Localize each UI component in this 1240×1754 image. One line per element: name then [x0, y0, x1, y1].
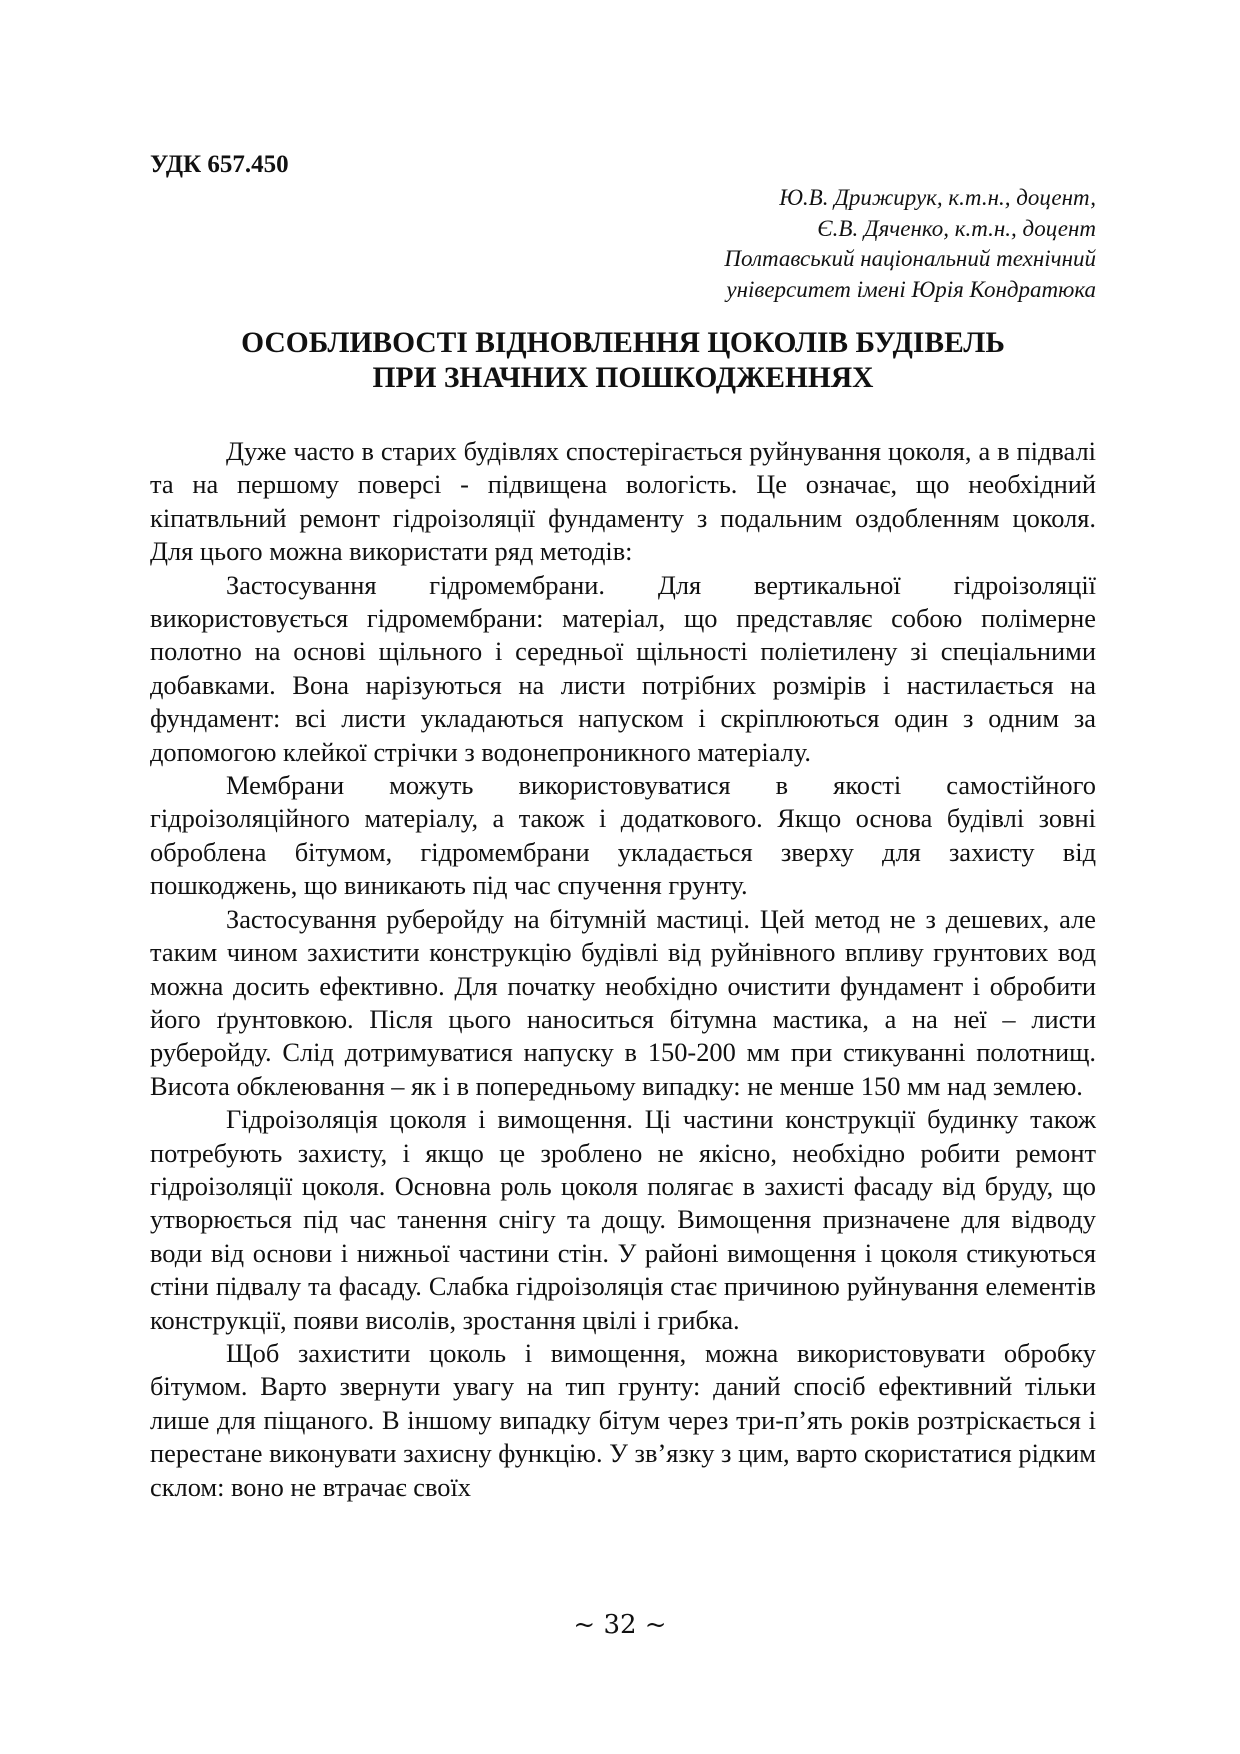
paragraph: Застосування руберойду на бітумній мастиці. Цей метод не з дешевих, але таким чином захистити конструкцію будівлі від руйнівного впливу грунтових вод можна досить ефективно. Для початку необхідно очистити фундамент і обробити його ґрунтовкою. Після цього наноситься бітумна мастика, а на неї – листи руберойду. Слід дотримуватися напуску в 150-200 мм при стикуванні полотнищ. Висота обклеювання – як і в попередньому випадку: не менше 150 мм над землею.: [150, 903, 1096, 1101]
paragraph: Дуже часто в старих будівлях спостерігається руйнування цоколя, а в підвалі та на першому поверсі - підвищена вологість. Це означає, що необхідний кіпатвльний ремонт гідроізоляції фундаменту з подальним оздобленням цоколя. Для цього можна використати ряд методів:: [150, 436, 1096, 567]
title-line: ПРИ ЗНАЧНИХ ПОШКОДЖЕННЯХ: [372, 362, 874, 394]
article-title: [150, 326, 1096, 396]
page-number: ~ 32 ~: [573, 1610, 667, 1640]
paragraph: Застосування гідромембрани. Для вертикальної гідроізоляції використовується гідромембрани: матеріал, що представляє собою полімерне полотно на основі щільного і середньої щільності поліетилену зі спеціальними добавками. Вона нарізуються на листи потрібних розмірів і настилається на фундамент: всі листи укладаються напуском і скріплюються один з одним за допомогою клейкої стрічки з водонепроникного матеріалу.: [150, 569, 1096, 767]
author-block: [536, 183, 1096, 305]
udk-code: УДК 657.450: [150, 151, 289, 178]
author-line: Ю.В. Дрижирук, к.т.н., доцент,: [779, 185, 1096, 210]
author-line: Є.В. Дяченко, к.т.н., доцент: [817, 215, 1096, 241]
affiliation-line: Полтавський національний технічний: [724, 246, 1096, 271]
affiliation-line: університет імені Юрія Кондратюка: [726, 276, 1096, 302]
paragraph: Мембрани можуть використовуватися в якості самостійного гідроізоляційного матеріалу, а також і додаткового. Якщо основа будівлі зовні оброблена бітумом, гідромембрани укладається зверху для захисту від пошкоджень, що виникають під час спучення грунту.: [150, 770, 1096, 901]
paragraph: Гідроізоляція цоколя і вимощення. Ці частини конструкції будинку також потребують захисту, і якщо це зроблено не якісно, необхідно робити ремонт гідроізоляції цоколя. Основна роль цоколя полягає в захисті фасаду від бруду, що утворюється під час танення снігу та дощу. Вимощення призначене для відводу води від основи і нижньої частини стін. У районі вимощення і цоколя стикуються стіни підвалу та фасаду. Слабка гідроізоляція стає причиною руйнування елементів конструкції, появи висолів, зростання цвілі і грибка.: [150, 1104, 1096, 1335]
article-body: [150, 435, 1096, 1504]
paragraph: Щоб захистити цоколь і вимощення, можна використовувати обробку бітумом. Варто звернути увагу на тип грунту: даний спосіб ефективний тільки лише для піщаного. В іншому випадку бітум через три-п’ять років розтріскається і перестане виконувати захисну функцію. У зв’язку з цим, варто скористатися рідким склом: воно не втрачає своїх: [150, 1337, 1096, 1502]
title-line: ОСОБЛИВОСТІ ВІДНОВЛЕННЯ ЦОКОЛІВ БУДІВЕЛЬ: [241, 327, 1005, 359]
